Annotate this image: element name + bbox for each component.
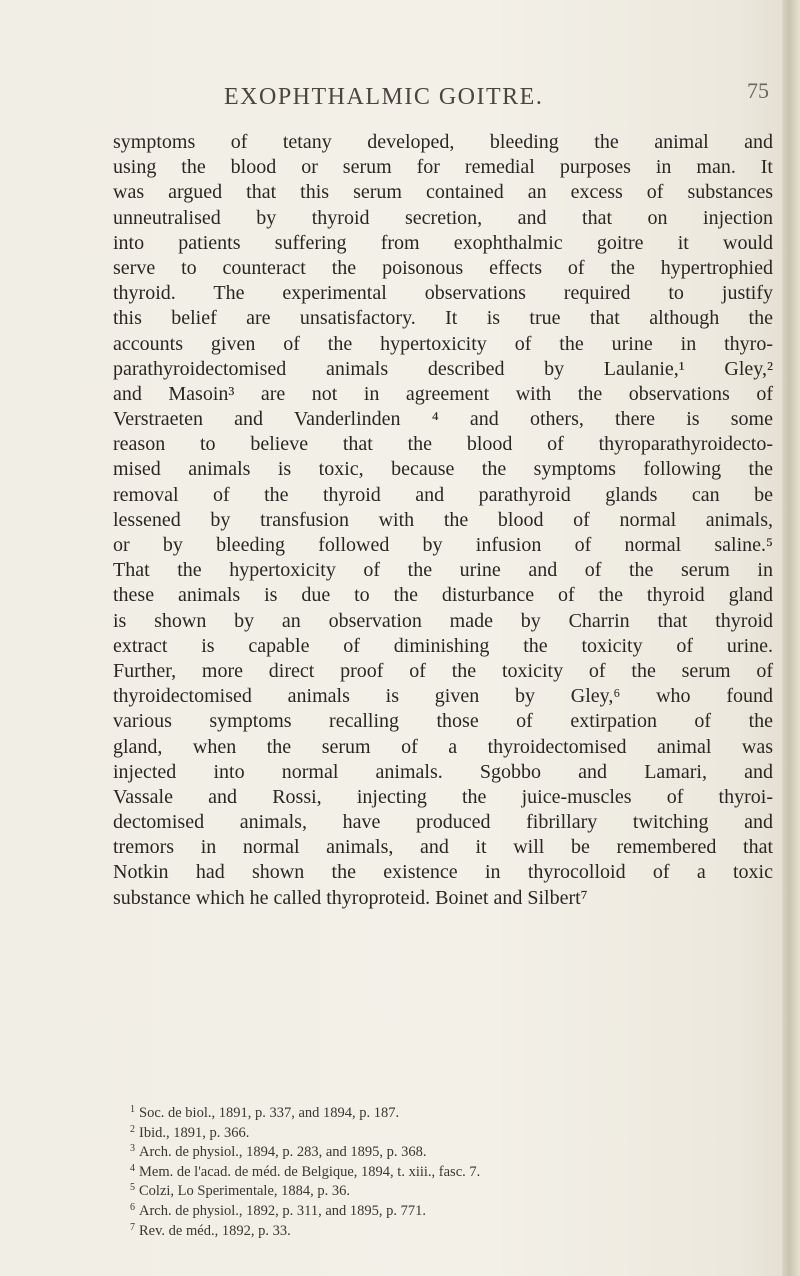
text-line: tremors in normal animals, and it will be remembered that (113, 836, 773, 859)
text-line: symptoms of tetany developed, bleeding the animal and (113, 131, 773, 153)
text-line: is shown by an observation made by Charrin that thyroid (113, 609, 773, 632)
footnote-number: 4 (130, 1162, 135, 1174)
running-head (0, 78, 800, 114)
footnote (130, 1120, 750, 1140)
text-line: injected into normal animals. Sgobbo and Lamari, and (113, 760, 773, 783)
footnote-text: Arch. de physiol., 1892, p. 311, and 1895, p. 771. (139, 1202, 427, 1219)
page-number: 75 (747, 78, 769, 103)
text-line: gland, when the serum of a thyroidectomised animal was (113, 735, 773, 758)
footnote-text: Rev. de méd., 1892, p. 33. (139, 1222, 291, 1239)
text-line: lessened by transfusion with the blood of normal animals, (113, 508, 773, 531)
text-line: various symptoms recalling those of extirpation of the (113, 710, 773, 733)
body-text (113, 130, 773, 911)
text-line: reason to believe that the blood of thyroparathyroidecto- (113, 433, 773, 456)
text-line: into patients suffering from exophthalmic goitre it would (113, 231, 773, 254)
footnote-number: 1 (130, 1104, 135, 1115)
footnote (130, 1100, 750, 1120)
text-line: Notkin had shown the existence in thyrocolloid of a toxic (113, 861, 773, 884)
text-line: thyroid. The experimental observations required to justify (113, 282, 773, 305)
text-line: was argued that this serum contained an excess of substances (113, 181, 773, 204)
footnote-text: Mem. de l'acad. de méd. de Belgique, 1894, t. xiii., fasc. 7. (139, 1163, 481, 1180)
text-line: thyroidectomised animals is given by Gley,⁶ who found (113, 685, 773, 708)
footnote-text: Arch. de physiol., 1894, p. 283, and 1895, p. 368. (139, 1144, 427, 1161)
footnote-number: 3 (130, 1143, 135, 1155)
footnote (130, 1139, 750, 1159)
text-line: these animals is due to the disturbance of the thyroid gland (113, 584, 773, 607)
page-edge-shadow (782, 0, 800, 1276)
footnote-text: Colzi, Lo Sperimentale, 1884, p. 36. (139, 1183, 351, 1200)
footnote-text: Soc. de biol., 1891, p. 337, and 1894, p. 187. (139, 1105, 400, 1121)
text-line: serve to counteract the poisonous effects of the hypertrophied (113, 256, 773, 279)
text-line: accounts given of the hypertoxicity of the urine in thyro- (113, 332, 773, 355)
footnote-number: 2 (130, 1123, 135, 1135)
text-line: unneutralised by thyroid secretion, and that on injection (113, 206, 773, 229)
footnote (130, 1198, 750, 1218)
footnote-number: 7 (130, 1221, 135, 1233)
text-line: That the hypertoxicity of the urine and of the serum in (113, 559, 773, 582)
footnote-number: 5 (130, 1182, 135, 1194)
text-line: Vassale and Rossi, injecting the juice-muscles of thyroi- (113, 785, 773, 808)
text-line: parathyroidectomised animals described by Laulanie,¹ Gley,² (113, 357, 773, 380)
footnote (130, 1218, 750, 1238)
footnote (130, 1159, 750, 1179)
running-title: EXOPHTHALMIC GOITRE. (224, 84, 544, 110)
footnote (130, 1178, 750, 1198)
text-line: Further, more direct proof of the toxicity of the serum of (113, 659, 773, 682)
text-line: mised animals is toxic, because the symptoms following the (113, 458, 773, 481)
text-line: extract is capable of diminishing the toxicity of urine. (113, 634, 773, 657)
text-line: or by bleeding followed by infusion of normal saline.⁵ (113, 534, 773, 556)
footnotes (130, 1100, 750, 1237)
text-line: and Masoin³ are not in agreement with the observations of (113, 382, 773, 405)
text-line: dectomised animals, have produced fibrillary twitching and (113, 811, 773, 834)
text-line: substance which he called thyroproteid. Boinet and Silbert⁷ (113, 886, 588, 909)
text-line: Verstraeten and Vanderlinden ⁴ and others, there is some (113, 408, 773, 431)
text-line: this belief are unsatisfactory. It is true that although the (113, 307, 773, 330)
text-line: using the blood or serum for remedial purposes in man. It (113, 156, 773, 179)
footnote-text: Ibid., 1891, p. 366. (139, 1124, 250, 1141)
text-line: removal of the thyroid and parathyroid glands can be (113, 483, 773, 506)
footnote-number: 6 (130, 1201, 135, 1213)
